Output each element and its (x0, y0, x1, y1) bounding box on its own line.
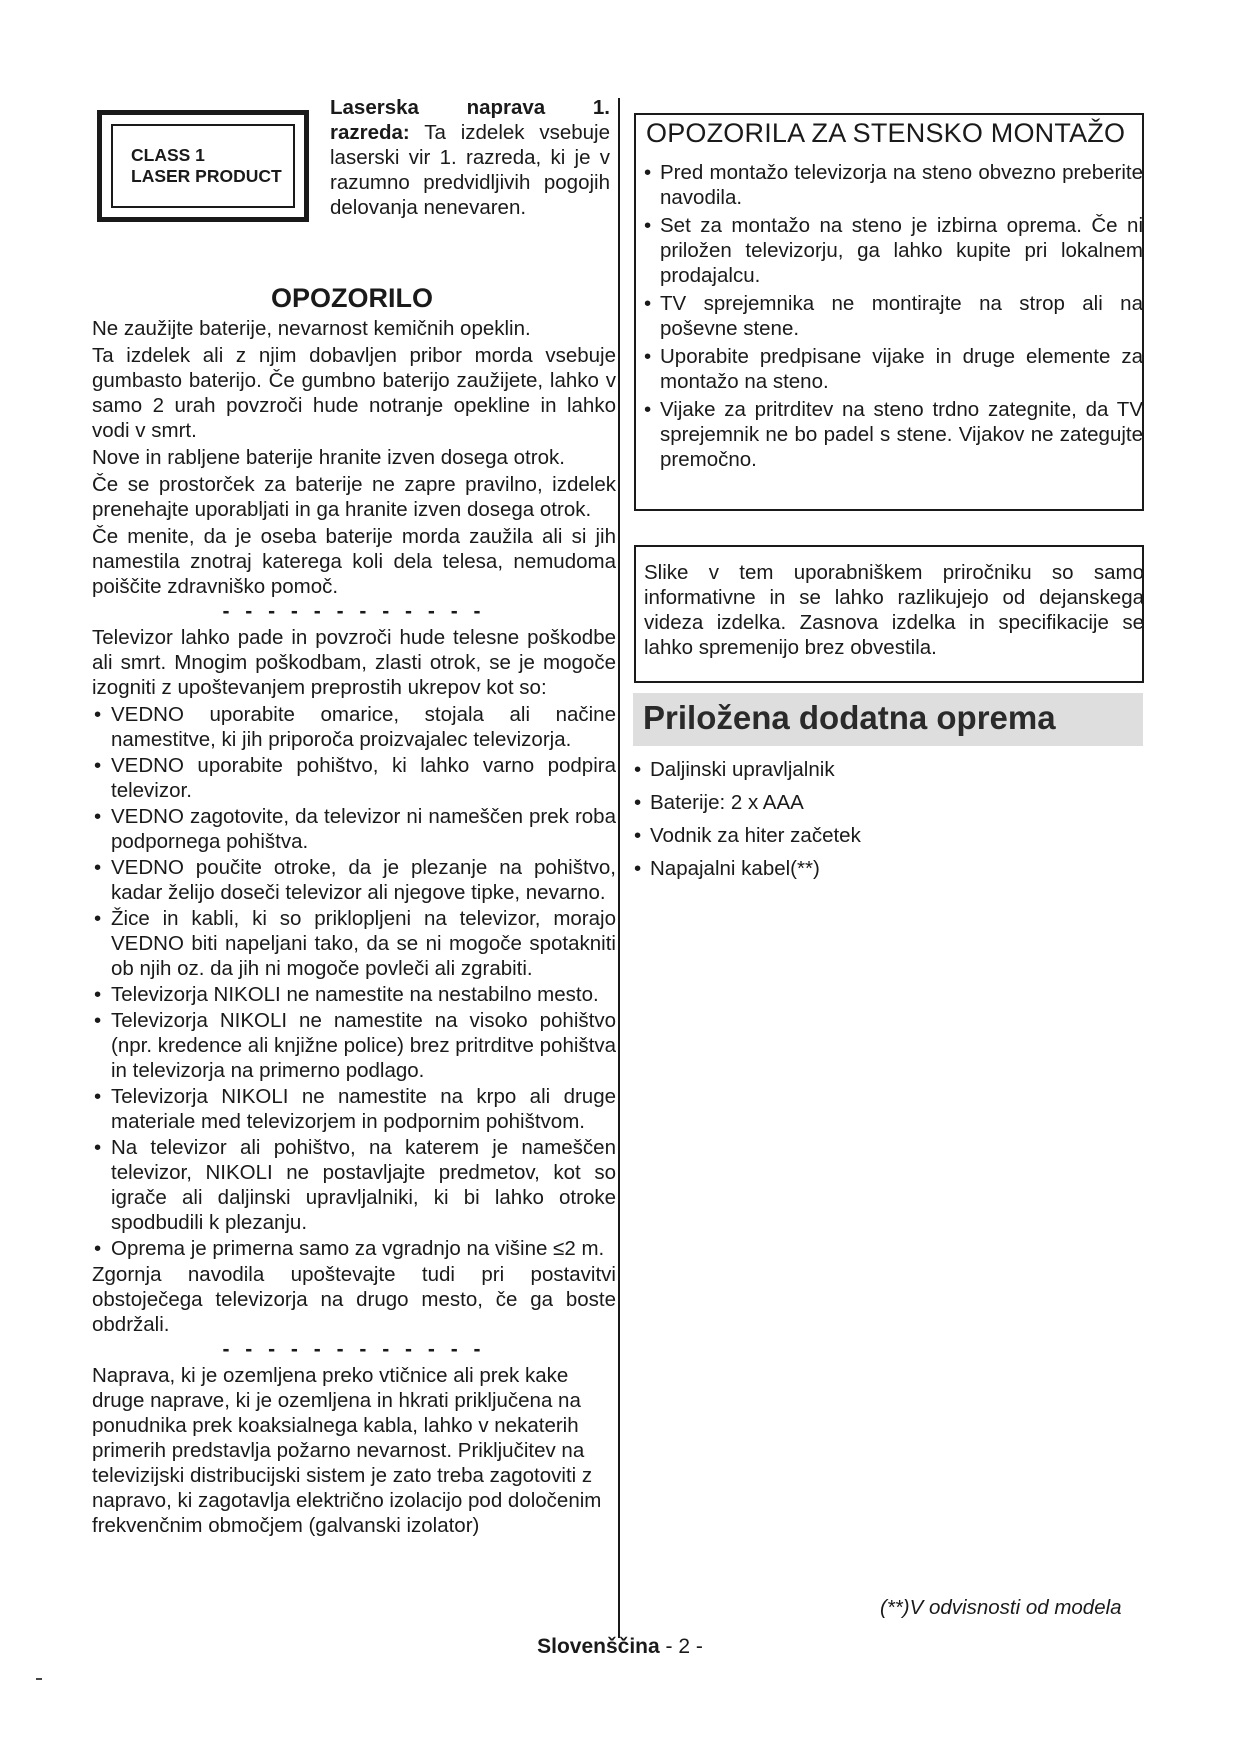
laser-notice-text: Ta izdelek vsebuje laserski vir 1. razreda, ki je v razumno predvidljivih pogojih delovanja nenevaren. (330, 121, 611, 219)
page-footer (440, 1634, 800, 1660)
list-item: • Pred montažo televizorja na steno obvezno preberite navodila. (643, 160, 1143, 210)
footer-language: Slovenščina (537, 1635, 660, 1658)
corner-mark (36, 1678, 42, 1680)
laser-notice-title: Laserska naprava 1. razreda: (330, 96, 610, 144)
list-item: • Vijake za pritrditev na steno trdno zategnite, da TV sprejemnik ne bo padel s stene. Vijakov ne zategujte premočno. (643, 397, 1143, 472)
list-item: • VEDNO poučite otroke, da je plezanje na pohištvo, kadar želijo doseči televizor ali njegove tipke, nevarno. (92, 855, 616, 905)
list-item: • VEDNO uporabite pohištvo, ki lahko varno podpira televizor. (92, 753, 616, 803)
warning-paragraph: Če menite, da je oseba baterije morda zaužila ali si jih namestila znotraj katerega koli dela telesa, nemudoma poiščite zdravniško pomoč. (92, 525, 616, 598)
list-item: • VEDNO zagotovite, da televizor ni nameščen prek roba podpornega pohištva. (92, 804, 616, 854)
list-item: • Set za montažo na steno je izbirna oprema. Če ni priložen televizorju, ga lahko kupite pri lokalnem prodajalcu. (643, 213, 1143, 288)
list-item: • Televizorja NIKOLI ne namestite na nestabilno mesto. (92, 982, 616, 1007)
info-text: Slike v tem uporabniškem priročniku so samo informativne in se lahko razlikujejo od dejanskega videza izdelka. Zasnova izdelka in specifikacije se lahko spremenijo brez obvestila. (644, 561, 1144, 659)
accessories-list (632, 757, 1032, 889)
separator-dashes: - - - - - - - - - - - - (222, 1338, 486, 1361)
accessories-heading: Priložena dodatna oprema (643, 699, 1056, 736)
warning-paragraph: Ne zaužijte baterije, nevarnost kemičnih opeklin. (92, 317, 531, 340)
list-item: • VEDNO uporabite omarice, stojala ali načine namestitve, ki jih priporoča proizvajalec televizorja. (92, 702, 616, 752)
laser-label-line1: CLASS 1 (131, 145, 205, 165)
list-item: • Daljinski upravljalnik (632, 757, 1032, 782)
list-item: • Vodnik za hiter začetek (632, 823, 1032, 848)
list-item: • Baterije: 2 x AAA (632, 790, 1032, 815)
laser-notice (330, 95, 610, 220)
column-divider (618, 98, 620, 1638)
list-item: • Napajalni kabel(**) (632, 856, 1032, 881)
warning-paragraph: Nove in rabljene baterije hranite izven dosega otrok. (92, 446, 565, 469)
warning-paragraph: Zgornja navodila upoštevajte tudi pri postavitvi obstoječega televizorja na drugo mesto, če ga boste obdržali. (92, 1263, 616, 1336)
warning-paragraph: Če se prostorček za baterije ne zapre pravilno, izdelek prenehajte uporabljati in ga hranite izven dosega otrok. (92, 473, 616, 521)
wall-mount-title: OPOZORILA ZA STENSKO MONTAŽO (646, 118, 1126, 148)
page-number: - 2 - (665, 1635, 703, 1658)
warning-heading: OPOZORILO (271, 283, 433, 313)
separator-dashes: - - - - - - - - - - - - (222, 600, 486, 623)
list-item: • Na televizor ali pohištvo, na katerem je nameščen televizor, NIKOLI ne postavljajte predmetov, kot so igrače ali daljinski upravljalniki, ki bi lahko otroke spodbudili k plezanju. (92, 1135, 616, 1235)
warning-section (92, 316, 616, 1540)
wall-mount-list (643, 160, 1143, 475)
laser-class-label (97, 110, 309, 222)
list-item: • TV sprejemnika ne montirajte na strop ali na poševne stene. (643, 291, 1143, 341)
list-item: • Uporabite predpisane vijake in druge elemente za montažo na steno. (643, 344, 1143, 394)
warning-paragraph: Televizor lahko pade in povzroči hude telesne poškodbe ali smrt. Mnogim poškodbam, zlasti otrok, se je mogoče izogniti z upoštevanjem preprostih ukrepov kot so: (92, 626, 616, 699)
list-item: • Televizorja NIKOLI ne namestite na krpo ali druge materiale med televizorjem in podpornim pohištvom. (92, 1084, 616, 1134)
list-item: • Oprema je primerna samo za vgradnjo na višine ≤2 m. (92, 1236, 616, 1261)
list-item: • Televizorja NIKOLI ne namestite na visoko pohištvo (npr. kredence ali knjižne police) brez pritrditve pohištva in televizorja na primerno podlago. (92, 1008, 616, 1083)
warning-paragraph: Ta izdelek ali z njim dobavljen pribor morda vsebuje gumbasto baterijo. Če gumbno baterijo zaužijete, lahko v samo 2 urah povzroči hude notranje opekline in lahko vodi v smrt. (92, 344, 616, 442)
list-item: • Žice in kabli, ki so priklopljeni na televizor, morajo VEDNO biti napeljani tako, da se ni mogoče spotakniti ob njih oz. da jih ni mogoče povleči ali zgrabiti. (92, 906, 616, 981)
safety-list (92, 702, 616, 1261)
model-footnote: (**)V odvisnosti od modela (880, 1596, 1122, 1619)
laser-label-line2: LASER PRODUCT (131, 166, 282, 186)
warning-paragraph: Naprava, ki je ozemljena preko vtičnice ali prek kake druge naprave, ki je ozemljena in hkrati priključena na ponudnika prek koaksialnega kabla, lahko v nekaterih primerih predstavlja požarno nevarnost. Priključitev na televizijski distribucijski sistem je zato treba zagotoviti z napravo, ki zagotavlja električno izolacijo pod določenim frekvenčnim območjem (galvanski izolator) (92, 1364, 602, 1537)
